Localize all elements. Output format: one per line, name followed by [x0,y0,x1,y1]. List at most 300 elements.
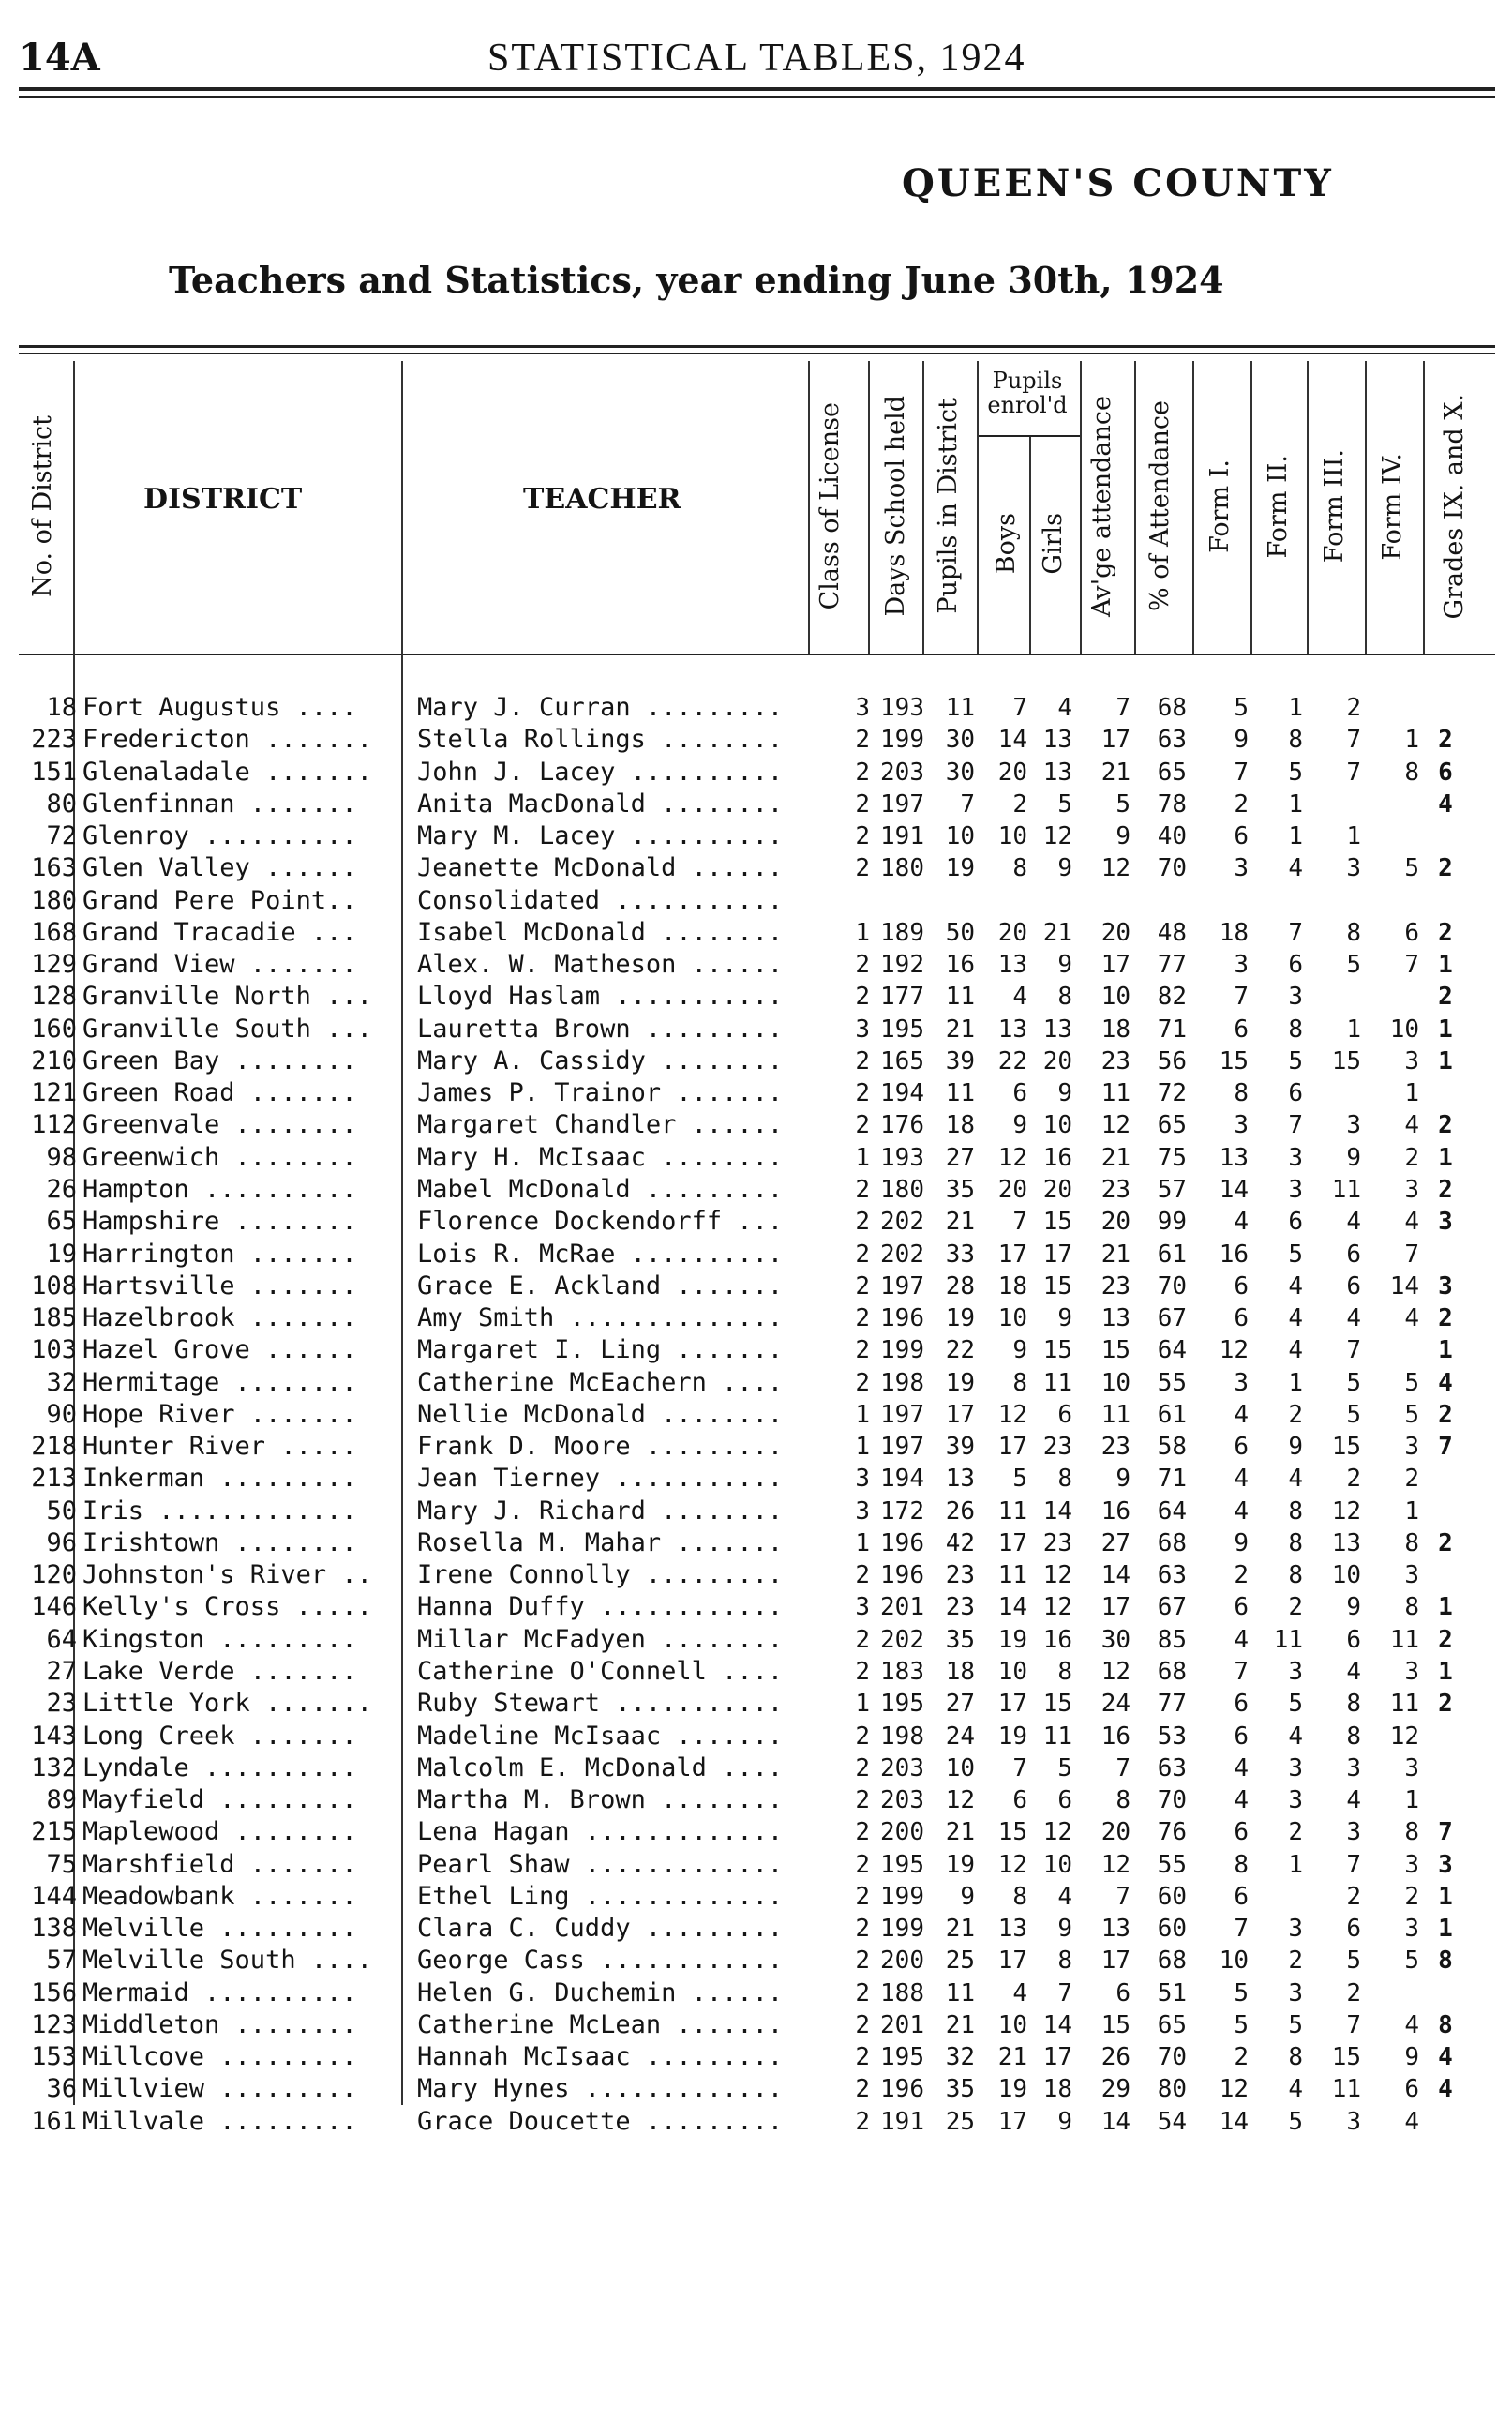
average-attendance: 6 [1115,1978,1130,2007]
form-2-count: 8 [1288,1561,1303,1590]
form-4-count: 5 [1404,1947,1419,1976]
district-name: Middleton ........ [82,2009,357,2039]
girls-enrolled: 11 [1042,1722,1072,1751]
pupils-in-district: 35 [945,1625,975,1654]
table-row [19,1913,1495,1945]
girls-enrolled: 14 [1042,1496,1072,1526]
girls-enrolled: 12 [1042,1561,1072,1590]
girls-enrolled: 10 [1042,1111,1072,1140]
teacher-name: George Cass ............ [417,1946,784,1976]
days-held: 197 [880,1400,924,1429]
form-2-count: 7 [1288,1111,1303,1140]
average-attendance: 29 [1100,2075,1130,2104]
form-2-count: 3 [1288,1657,1303,1686]
girls-enrolled: 9 [1057,951,1072,980]
form-1-count: 3 [1234,1368,1249,1397]
form-2-count: 3 [1288,1978,1303,2007]
license-class: 2 [855,854,870,883]
form-3-count: 7 [1346,2010,1361,2039]
table-row [19,1302,1495,1334]
average-attendance: 23 [1100,1175,1130,1204]
header-days-school-held: Days School held [880,396,910,617]
form-3-count: 2 [1346,1978,1361,2007]
days-held: 202 [880,1240,924,1269]
form-1-count: 12 [1219,1336,1249,1365]
district-number: 65 [46,1207,77,1237]
running-title: STATISTICAL TABLES, 1924 [487,37,1026,80]
form-1-count: 2 [1234,1561,1249,1590]
pupils-in-district: 25 [945,2107,975,2136]
form-2-count: 8 [1288,726,1303,755]
teacher-name: Frank D. Moore ......... [417,1432,784,1462]
teacher-name: Grace Doucette ......... [417,2106,784,2136]
form-4-count: 3 [1404,1850,1419,1879]
form-4-count: 9 [1404,2043,1419,2072]
pupils-in-district: 13 [945,1465,975,1494]
table-row [19,1559,1495,1591]
days-held: 196 [880,1561,924,1590]
license-class: 2 [855,822,870,851]
average-attendance: 11 [1100,1079,1130,1108]
form-2-count: 1 [1288,1368,1303,1397]
boys-enrolled: 17 [997,1947,1027,1976]
form-2-count: 9 [1288,1433,1303,1462]
grades-9-10-count: 4 [1438,789,1453,819]
license-class: 2 [855,1915,870,1944]
average-attendance: 12 [1100,1657,1130,1686]
percent-attendance: 80 [1157,2075,1187,2104]
license-class: 2 [855,758,870,787]
header-teacher: TEACHER [523,483,681,516]
district-name: Marshfield ....... [82,1849,357,1879]
form-1-count: 7 [1234,1915,1249,1944]
teacher-name: Consolidated ........... [417,885,784,915]
license-class: 2 [855,1753,870,1782]
district-number: 98 [46,1142,77,1172]
teacher-name: Martha M. Brown ........ [417,1785,784,1815]
teacher-name: Catherine McEachern .... [417,1367,784,1397]
average-attendance: 23 [1100,1433,1130,1462]
table-row [19,1527,1495,1559]
teacher-name: Catherine McLean ....... [417,2009,784,2039]
percent-attendance: 70 [1157,854,1187,883]
table-row [19,917,1495,949]
license-class: 2 [855,1368,870,1397]
form-3-count: 9 [1346,1143,1361,1172]
form-4-count: 3 [1404,1046,1419,1075]
pupils-in-district: 26 [945,1496,975,1526]
form-4-count: 7 [1404,951,1419,980]
girls-enrolled: 8 [1057,983,1072,1012]
header-bottom-rule [19,654,1495,655]
girls-enrolled: 20 [1042,1175,1072,1204]
days-held: 188 [880,1978,924,2007]
license-class: 2 [855,1818,870,1847]
county-title: QUEEN'S COUNTY [902,161,1334,205]
days-held: 192 [880,951,924,980]
license-class: 2 [855,1240,870,1269]
grades-9-10-count: 2 [1438,1175,1453,1204]
district-number: 89 [46,1785,77,1815]
table-row [19,692,1495,724]
teacher-name: James P. Trainor ....... [417,1078,784,1108]
license-class: 2 [855,1850,870,1879]
form-4-count: 8 [1404,1528,1419,1557]
boys-enrolled: 17 [997,1240,1027,1269]
boys-enrolled: 12 [997,1143,1027,1172]
form-1-count: 2 [1234,789,1249,819]
average-attendance: 21 [1100,1143,1130,1172]
form-3-count: 11 [1331,1175,1361,1204]
district-name: Lyndale .......... [82,1752,357,1782]
boys-enrolled: 12 [997,1850,1027,1879]
girls-enrolled: 13 [1042,1015,1072,1044]
form-1-count: 10 [1219,1947,1249,1976]
teacher-name: Mary A. Cassidy ........ [417,1045,784,1075]
table-row [19,885,1495,917]
teacher-name: Ruby Stewart ........... [417,1689,784,1719]
form-1-count: 6 [1234,1271,1249,1301]
grades-9-10-count: 2 [1438,983,1453,1012]
column-divider [1080,361,1082,654]
district-number: 72 [46,821,77,851]
percent-attendance: 70 [1157,1271,1187,1301]
form-3-count: 3 [1346,2107,1361,2136]
average-attendance: 14 [1100,1561,1130,1590]
form-3-count: 7 [1346,726,1361,755]
days-held: 195 [880,1015,924,1044]
average-attendance: 21 [1100,1240,1130,1269]
days-held: 198 [880,1722,924,1751]
form-4-count: 4 [1404,1304,1419,1333]
district-name: Hartsville ....... [82,1271,357,1301]
district-name: Grand View ....... [82,950,357,980]
district-name: Melville South .... [82,1946,372,1976]
form-1-count: 3 [1234,1111,1249,1140]
license-class: 1 [855,1433,870,1462]
teacher-name: Anita MacDonald ........ [417,789,784,819]
district-number: 103 [31,1335,77,1365]
grades-9-10-count: 7 [1438,1818,1453,1847]
license-class: 2 [855,1079,870,1108]
boys-enrolled: 10 [997,822,1027,851]
form-1-count: 6 [1234,1818,1249,1847]
form-4-count: 1 [1404,1496,1419,1526]
average-attendance: 10 [1100,983,1130,1012]
days-held: 195 [880,1850,924,1879]
grades-9-10-count: 4 [1438,1368,1453,1397]
district-name: Johnston's River .. [82,1560,372,1590]
average-attendance: 16 [1100,1496,1130,1526]
days-held: 200 [880,1947,924,1976]
table-row [19,1784,1495,1816]
column-divider [1365,361,1367,654]
header-pupils-in-district: Pupils in District [933,398,963,614]
form-2-count: 3 [1288,1753,1303,1782]
grades-9-10-count: 2 [1438,854,1453,883]
column-divider [1250,361,1252,654]
table-row [19,1271,1495,1302]
grades-9-10-count: 2 [1438,918,1453,947]
percent-attendance: 99 [1157,1208,1187,1237]
column-headers [19,361,1495,652]
table-row [19,1109,1495,1141]
form-2-count: 3 [1288,1786,1303,1815]
average-attendance: 17 [1100,1593,1130,1622]
grades-9-10-count: 1 [1438,1657,1453,1686]
average-attendance: 23 [1100,1271,1130,1301]
table-top-rule-2 [19,353,1495,354]
average-attendance: 30 [1100,1625,1130,1654]
form-3-count: 8 [1346,918,1361,947]
teacher-name: Irene Connolly ......... [417,1560,784,1590]
license-class: 2 [855,1304,870,1333]
form-4-count: 8 [1404,1593,1419,1622]
form-1-count: 12 [1219,2075,1249,2104]
grades-9-10-count: 1 [1438,1143,1453,1172]
header-grades-9-10: Grades IX. and X. [1439,393,1469,620]
percent-attendance: 75 [1157,1143,1187,1172]
district-name: Kingston ......... [82,1624,357,1654]
boys-enrolled: 21 [997,2043,1027,2072]
boys-enrolled: 10 [997,2010,1027,2039]
grades-9-10-count: 7 [1438,1433,1453,1462]
form-3-count: 7 [1346,1336,1361,1365]
license-class: 2 [855,2107,870,2136]
days-held: 196 [880,1304,924,1333]
header-pupils-enrolled: Pupils enrol'd [987,368,1068,418]
boys-enrolled: 11 [997,1561,1027,1590]
percent-attendance: 56 [1157,1046,1187,1075]
form-3-count: 3 [1346,1818,1361,1847]
percent-attendance: 82 [1157,983,1187,1012]
teacher-name: Nellie McDonald ........ [417,1399,784,1429]
boys-enrolled: 5 [1012,1465,1027,1494]
days-held: 201 [880,2010,924,2039]
form-2-count: 4 [1288,854,1303,883]
average-attendance: 8 [1115,1786,1130,1815]
license-class: 2 [855,983,870,1012]
license-class: 2 [855,2043,870,2072]
district-number: 75 [46,1849,77,1879]
pupils-in-district: 25 [945,1947,975,1976]
header-boys: Boys [991,513,1021,575]
district-name: Hampshire ........ [82,1207,357,1237]
days-held: 198 [880,1368,924,1397]
table-row [19,1045,1495,1077]
average-attendance: 20 [1100,1818,1130,1847]
boys-enrolled: 17 [997,2107,1027,2136]
average-attendance: 13 [1100,1304,1130,1333]
average-attendance: 5 [1115,789,1130,819]
header-district: DISTRICT [143,483,303,516]
license-class: 2 [855,1882,870,1911]
district-name: Iris ............. [82,1496,357,1526]
form-2-count: 5 [1288,1046,1303,1075]
form-1-count: 4 [1234,1786,1249,1815]
pupils-in-district: 30 [945,758,975,787]
district-number: 23 [46,1689,77,1719]
boys-enrolled: 17 [997,1528,1027,1557]
teacher-name: Margaret I. Ling ....... [417,1335,784,1365]
percent-attendance: 70 [1157,1786,1187,1815]
boys-enrolled: 7 [1012,1753,1027,1782]
teacher-name: Hanna Duffy ............ [417,1592,784,1622]
license-class: 2 [855,1657,870,1686]
table-row [19,949,1495,981]
days-held: 199 [880,1336,924,1365]
pupils-in-district: 19 [945,1304,975,1333]
table-top-rule [19,345,1495,348]
pupils-in-district: 19 [945,854,975,883]
boys-enrolled: 7 [1012,694,1027,722]
form-4-count: 5 [1404,854,1419,883]
percent-attendance: 67 [1157,1593,1187,1622]
teacher-name: Pearl Shaw ............. [417,1849,784,1879]
district-name: Granville South ... [82,1014,372,1044]
form-4-count: 3 [1404,1561,1419,1590]
form-1-count: 4 [1234,1625,1249,1654]
boys-enrolled: 8 [1012,1368,1027,1397]
table-row [19,1463,1495,1495]
grades-9-10-count: 1 [1438,1336,1453,1365]
table-row [19,789,1495,820]
boys-enrolled: 20 [997,1175,1027,1204]
form-2-count: 11 [1273,1625,1303,1654]
percent-attendance: 65 [1157,1111,1187,1140]
form-2-count: 2 [1288,1818,1303,1847]
table-row [19,1014,1495,1045]
form-2-count: 4 [1288,1465,1303,1494]
district-name: Hazel Grove ...... [82,1335,357,1365]
form-4-count: 4 [1404,2010,1419,2039]
table-row [19,757,1495,789]
license-class: 2 [855,1111,870,1140]
boys-enrolled: 9 [1012,1336,1027,1365]
table-row [19,2073,1495,2105]
days-held: 177 [880,983,924,1012]
table-row [19,1334,1495,1366]
girls-enrolled: 15 [1042,1208,1072,1237]
table-row [19,1174,1495,1206]
days-held: 202 [880,1208,924,1237]
girls-enrolled: 7 [1057,1978,1072,2007]
days-held: 202 [880,1625,924,1654]
pupils-in-district: 27 [945,1143,975,1172]
district-name: Grand Pere Point.. [82,885,357,915]
percent-attendance: 63 [1157,1561,1187,1590]
girls-enrolled: 8 [1057,1947,1072,1976]
form-3-count: 6 [1346,1915,1361,1944]
girls-enrolled: 9 [1057,2107,1072,2136]
form-3-count: 3 [1346,1111,1361,1140]
district-name: Fort Augustus .... [82,693,357,722]
form-3-count: 3 [1346,1753,1361,1782]
days-held: 180 [880,1175,924,1204]
form-1-count: 4 [1234,1465,1249,1494]
district-number: 163 [31,853,77,883]
form-2-count: 6 [1288,951,1303,980]
boys-enrolled: 8 [1012,854,1027,883]
form-3-count: 6 [1346,1240,1361,1269]
percent-attendance: 48 [1157,918,1187,947]
pupils-in-district: 42 [945,1528,975,1557]
district-number: 90 [46,1399,77,1429]
top-rule [19,87,1495,91]
district-name: Millvale ......... [82,2106,357,2136]
form-3-count: 9 [1346,1593,1361,1622]
form-3-count: 8 [1346,1690,1361,1719]
girls-enrolled: 12 [1042,1818,1072,1847]
form-1-count: 7 [1234,1657,1249,1686]
district-number: 32 [46,1367,77,1397]
average-attendance: 17 [1100,951,1130,980]
form-3-count: 4 [1346,1208,1361,1237]
license-class: 2 [855,2010,870,2039]
pupils-in-district: 11 [945,983,975,1012]
boys-enrolled: 19 [997,2075,1027,2104]
form-3-count: 6 [1346,1271,1361,1301]
form-1-count: 8 [1234,1850,1249,1879]
form-1-count: 7 [1234,758,1249,787]
girls-enrolled: 20 [1042,1046,1072,1075]
column-divider [1423,361,1425,654]
header-percent-attendance: % of Attendance [1145,400,1175,612]
district-number: 27 [46,1656,77,1686]
table-row [19,2041,1495,2073]
license-class: 2 [855,1561,870,1590]
district-number: 223 [31,725,77,755]
form-1-count: 16 [1219,1240,1249,1269]
table-row [19,724,1495,756]
average-attendance: 26 [1100,2043,1130,2072]
table-row [19,1496,1495,1527]
license-class: 2 [855,726,870,755]
district-number: 57 [46,1946,77,1976]
grades-9-10-count: 1 [1438,1882,1453,1911]
form-4-count: 6 [1404,2075,1419,2104]
percent-attendance: 61 [1157,1400,1187,1429]
days-held: 165 [880,1046,924,1075]
form-2-count: 5 [1288,2107,1303,2136]
district-number: 64 [46,1624,77,1654]
average-attendance: 12 [1100,1850,1130,1879]
form-3-count: 4 [1346,1304,1361,1333]
form-1-count: 15 [1219,1046,1249,1075]
district-number: 18 [46,693,77,722]
pupils-in-district: 28 [945,1271,975,1301]
form-1-count: 4 [1234,1496,1249,1526]
district-name: Glen Valley ...... [82,853,357,883]
form-3-count: 12 [1331,1496,1361,1526]
percent-attendance: 64 [1157,1336,1187,1365]
form-2-count: 6 [1288,1079,1303,1108]
days-held: 200 [880,1818,924,1847]
average-attendance: 7 [1115,1882,1130,1911]
days-held: 201 [880,1593,924,1622]
percent-attendance: 60 [1157,1882,1187,1911]
district-number: 132 [31,1752,77,1782]
grades-9-10-count: 3 [1438,1850,1453,1879]
girls-enrolled: 6 [1057,1400,1072,1429]
form-3-count: 11 [1331,2075,1361,2104]
percent-attendance: 58 [1157,1433,1187,1462]
license-class: 2 [855,1175,870,1204]
percent-attendance: 71 [1157,1465,1187,1494]
form-2-count: 4 [1288,1722,1303,1751]
license-class: 3 [855,694,870,722]
percent-attendance: 68 [1157,1947,1187,1976]
